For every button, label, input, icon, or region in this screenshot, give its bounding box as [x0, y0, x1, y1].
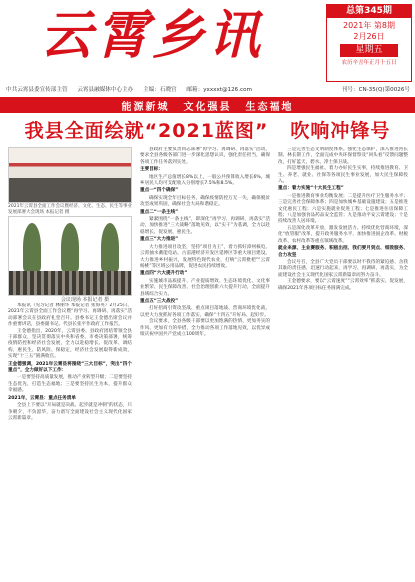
subheading: 重点三“大力推进” [140, 237, 179, 243]
subheading: 重点二“一条主线” [140, 209, 179, 215]
editor: 主编：石晓宫 [143, 87, 177, 93]
issue-year: 2021年 第8期 [343, 21, 395, 30]
subheading: 重点五“三大战役” [140, 298, 179, 304]
paragraph: 三是完善生态文明制度体系。强化生态保护，深入推进河长制、林长制工作，全面完成中央环保督察及“回头看”反馈问题整改，打好蓝天、碧水、净土保卫战。 [278, 147, 408, 165]
headline-right: 吹响冲锋号 [290, 120, 391, 142]
subheading: 主要目标： [140, 167, 163, 173]
slogan-item: 文化强县 [183, 101, 232, 113]
issue-box [326, 4, 412, 82]
paragraph: 全县上下要以“开局就是决战、起步就是冲刺”的状态，只争朝夕，不负韶华，奋力谱写全面建设社会主义现代化国家云霄新篇章。 [8, 403, 132, 421]
tree-shape [101, 223, 119, 271]
paragraph: 四是增强民生福祉。着力办好民生实事，持续推进教育、卫生、养老、就业、社保等各项民生事业发展，加大民生保障投入。 [278, 166, 408, 185]
article-column-c [278, 147, 408, 579]
paragraph: 一是要坚持高质量发展，推动产业转型升级；二是要坚持生态优先，打造生态福地；三是要坚持民生为本，提升群众幸福感。 [8, 375, 132, 394]
venue-photo-caption: 会议现场 本报记者 摄 [60, 297, 110, 303]
paragraph: 王金德要求，要以“云霄速度”“云霄效率”抓落实、促发展，确保2021年各项目标任务圆满完成。 [278, 279, 408, 291]
paragraph: 会议号召，全县广大党员干部要以时不我待的紧迫感、舍我其谁的责任感，迅速行动起来，再学习、再调研、再落实，为全面建设社会主义现代化国家云霄新篇章而努力奋斗。 [278, 259, 408, 278]
publication-info [6, 86, 410, 94]
crowd-shape [9, 271, 132, 295]
paragraph: 王金德指出，2020年，云霄县委、县政府团结带领全县干部群众，坚决贯彻落实中央和省委、市委决策部署，统筹疫情防控和经济社会发展，全力以赴稳增长、促改革、调结构、惠民生、防风险、保稳定，经济社会发展取得新成效，实现“十三五”圆满收官。 [8, 328, 132, 360]
organizer: 云霄县融媒体中心主办 [77, 87, 134, 93]
main-headline [0, 118, 415, 144]
subheading: 王金德强调，2021年云霄县将围绕“三大目标”，突出“四个重点”，全力做好以下工作： [8, 361, 132, 374]
issue-number: 总第345期 [327, 5, 411, 18]
issue-lunar-date: 农历辛丑年正月十五日 [341, 60, 397, 66]
issue-weekday: 星期五 [340, 44, 398, 57]
meeting-photo [8, 147, 132, 203]
subheading: 就业来源、主业赛服务、积极出招、我们要月到点、细致服务、合力攻坚 [278, 246, 408, 258]
subheading: 重点四“六大提升行动” [140, 271, 188, 277]
paragraph: 确保实现全年目标任务，确保疫情防控万无一失，确保脱贫攻坚成果巩固，确保社会大局和谐稳定。 [140, 195, 270, 208]
slogan-item: 能源新城 [121, 101, 170, 113]
paragraph: 本报讯（见习记者 林丽华 本报记者 张海英）2月25日，2021年云霄县全面工作会议暨“再学习、再调研、再落实”活动部署会议在县政府礼堂召开。县委书记王金德出席会议并作重要讲话，县委副书记、代县长张平作政府工作报告。 [8, 303, 132, 328]
tree-shape [61, 223, 79, 271]
paragraph: 会议要求，全县各级干部要以更加饱满的热情、更加务实的作风、更加有力的举措，全力推动各项工作落地见效，以优异成绩庆祝中国共产党成立100周年。 [140, 319, 270, 337]
subheading: 重点：着力实施“十大民生工程” [278, 186, 344, 192]
paragraph: 一是推进教育事业均衡发展；二是提升医疗卫生服务水平；三是完善社会保障体系；四是加快城乡基础设施建设；五是推进文化惠民工程；六是实施就业促进工程；七是推进住房保障工程；八是加强食品药品安全监管；九是推动平安云霄建设；十是持续改善人居环境。 [278, 193, 408, 225]
paragraph: 五是深化改革开放，激发发展活力。持续优化营商环境，深化“放管服”改革，提升政务服务水平，加快推进国企改革、财税改革、农村改革等重点领域改革。 [278, 225, 408, 244]
subheading: 2021年，云霄县：重点任务清单 [8, 395, 76, 401]
paragraph: 打好招商引资攻坚战、重点项目落地战、营商环境优化战，以更大力度抓好各项工作落实，确保“十四五”开好局、起好步。 [140, 306, 270, 318]
email: 邮箱：yxxxxt@126.com [186, 87, 252, 93]
issue-date: 2月26日 [353, 32, 385, 41]
article-column-a [8, 303, 132, 579]
cn-number: 刊号：CN-35(Q)第0026号 [341, 87, 410, 93]
meeting-photo-caption: 2021年云霄县全面工作会议暨经济、文化、生态、民生等事业发展部署大会现场 本报记者 摄 [8, 204, 132, 215]
tree-shape [23, 223, 41, 271]
paragraph: 大力推进项目攻坚，坚持“项目为王”，着力抓好漳州核电、云霄抽水蓄能电站、古雷港经济开发区延伸区等重大项目建设。大力推进乡村振兴，发展特色现代农业，打响“云霄枇杷”“云霄杨桃”等区域公用品牌，促进农民持续增收。 [140, 244, 270, 269]
venue-photo [8, 216, 132, 296]
paragraph: 县政府主要负责同志部署“再学习、再调研、再落实”活动，要求全县各级各部门进一步深化思想认识，强化责任担当，确保各项工作任务落到实处。 [140, 147, 270, 165]
article-column-b [140, 147, 270, 579]
subheading: 重点一“四个确保” [140, 188, 179, 194]
slogan-item: 生态福地 [245, 101, 294, 113]
newspaper-title: 云霄乡讯 [40, 5, 265, 66]
slogan-bar [0, 97, 415, 113]
paragraph: 实施城市品质提升、产业提质增效、生态环境优化、文化事业繁荣、民生保障改善、社会治理创新六大提升行动，全面提升县域综合实力。 [140, 278, 270, 297]
masthead [0, 0, 415, 100]
headline-left: 我县全面绘就“2021蓝图” [24, 120, 269, 142]
publisher: 中共云霄县委宣传部主管 [6, 87, 68, 93]
paragraph: 紧紧围绕“一条主线”，即深化“再学习、再调研、再落实”活动，加快推进“三大战略”落地见效，以“实干”为基调，全力以赴稳增长、促发展、惠民生。 [140, 217, 270, 235]
paragraph: 地区生产总值增长8%以上，一般公共预算收入增长6%，城乡居民人均可支配收入分别增长7.5%和8.5%。 [140, 174, 270, 187]
